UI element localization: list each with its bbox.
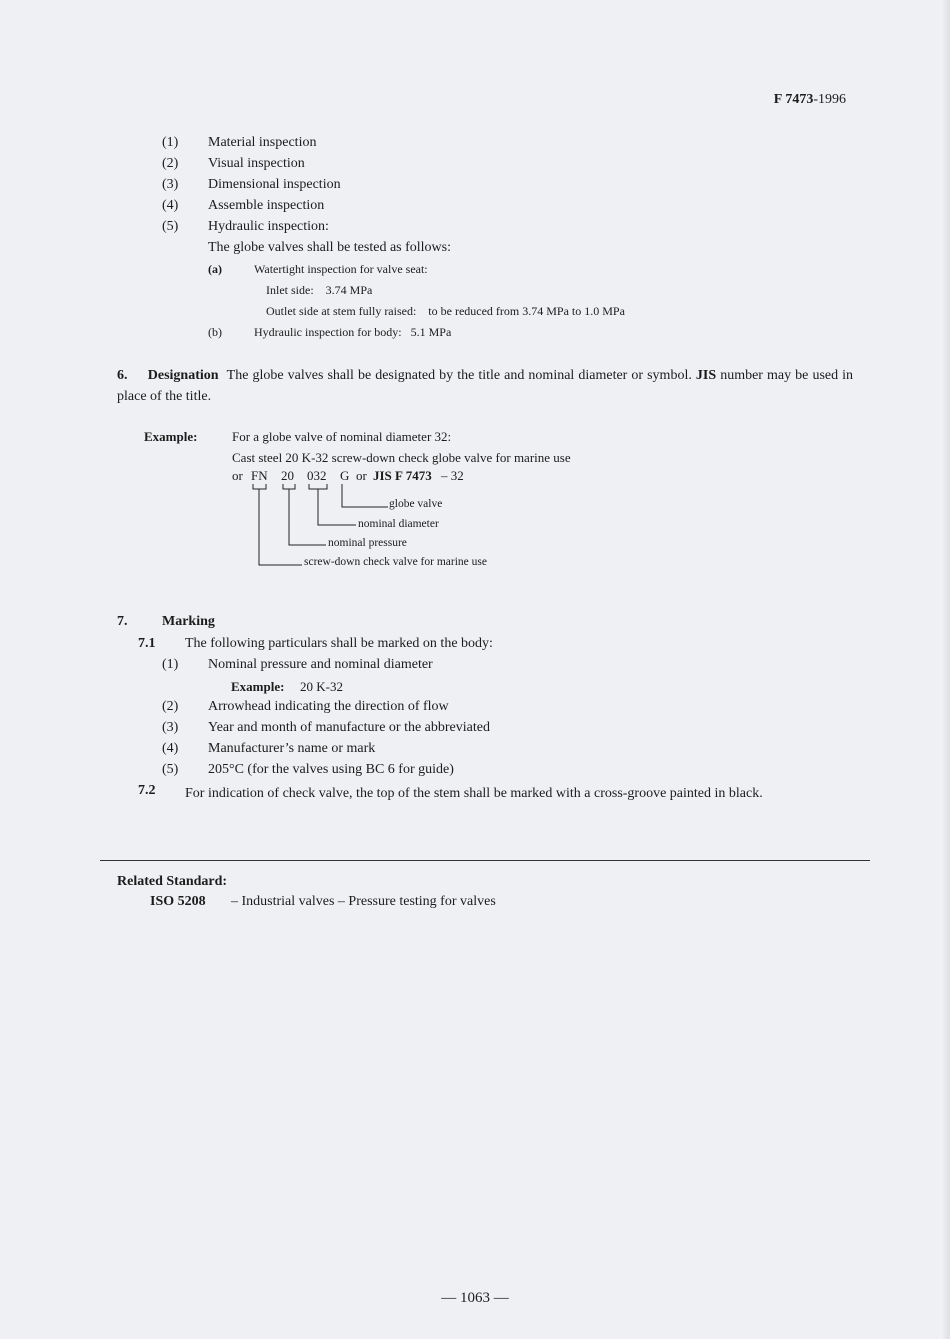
inspection-item-num: (2) [162,156,179,171]
jis-code: JIS F 7473 [373,468,432,483]
inspection-item-num: (1) [162,135,179,150]
jis-suffix: – 32 [441,468,464,483]
example-line-1: For a globe valve of nominal diameter 32: [232,429,452,444]
callout-nominal-diameter: nominal diameter [358,518,439,530]
marking-item-text: 205°C (for the valves using BC 6 for guide) [208,762,454,777]
code-032: 032 [307,468,327,483]
hydraulic-inlet: Inlet side: 3.74 MPa [266,283,373,297]
marking-item-num: (5) [162,762,179,777]
section-6-title: Designation [147,368,219,383]
section-7-2-text: For indication of check valve, the top of the stem shall be marked with a cross-groove painted in black. [185,786,763,801]
hydraulic-b-label: (b) [208,325,222,339]
example-or-1: or [232,468,243,483]
section-7-1-number: 7.1 [138,636,156,651]
code-g: G [340,468,350,483]
inspection-item-text: Dimensional inspection [208,177,341,192]
hydraulic-outlet: Outlet side at stem fully raised: to be reduced from 3.74 MPa to 1.0 MPa [266,304,625,318]
marking-item-num: (3) [162,720,179,735]
section-7-1-text: The following particulars shall be marked on the body: [185,636,493,651]
standard-number-bold: F 7473 [773,92,814,107]
inspection-item-num: (5) [162,219,179,234]
example-line-2: Cast steel 20 K-32 screw-down check globe valve for marine use [232,450,571,465]
marking-item-text: Year and month of manufacture or the abbreviated [208,720,490,735]
code-20: 20 [281,468,294,483]
related-standard-title: Related Standard: [117,874,228,889]
inspection-item-text: Visual inspection [208,156,305,171]
example-label: Example: [144,429,198,444]
section-6-number: 6. [117,368,128,383]
inspection-item-text: Assemble inspection [208,198,325,213]
inspection-item-num: (4) [162,198,179,213]
jis-abbrev: JIS [695,368,717,383]
section-6-text: The globe valves shall be designated by the title and nominal diameter or symbol. [226,368,692,383]
marking-item-text: Manufacturer’s name or mark [208,741,376,756]
marking-item-num: (2) [162,699,179,714]
related-standard-number: ISO 5208 [150,894,206,909]
inspection-item-text: Material inspection [208,135,317,150]
section-6-text-cont: number may be used in place of the title. [117,368,854,404]
marking-item-text: Nominal pressure and nominal diameter [208,657,433,672]
callout-screw-down: screw-down check valve for marine use [304,556,487,568]
related-standard-description: – Industrial valves – Pressure testing for valves [231,894,496,909]
callout-globe-valve: globe valve [389,498,443,510]
page-number: — 1063 — [441,1290,509,1306]
example-or-2: or [356,468,367,483]
code-fn: FN [251,468,268,483]
hydraulic-a-text: Watertight inspection for valve seat: [254,262,428,276]
section-7-title: Marking [162,614,215,629]
marking-item-text: Arrowhead indicating the direction of flow [208,699,449,714]
hydraulic-a-label: (a) [208,262,222,276]
section-7-number: 7. [117,614,128,629]
hydraulic-b-text: Hydraulic inspection for body: 5.1 MPa [254,325,452,339]
marking-example-label: Example: [231,679,285,694]
standard-year: -1996 [813,92,846,107]
divider [100,860,870,861]
marking-item-num: (4) [162,741,179,756]
marking-item-num: (1) [162,657,179,672]
section-7-2-number: 7.2 [138,783,156,798]
inspection-item-text: Hydraulic inspection: [208,219,329,234]
callout-nominal-pressure: nominal pressure [328,537,407,549]
marking-example-value: 20 K-32 [300,679,343,694]
hydraulic-intro: The globe valves shall be tested as follows: [208,240,451,255]
inspection-item-num: (3) [162,177,179,192]
